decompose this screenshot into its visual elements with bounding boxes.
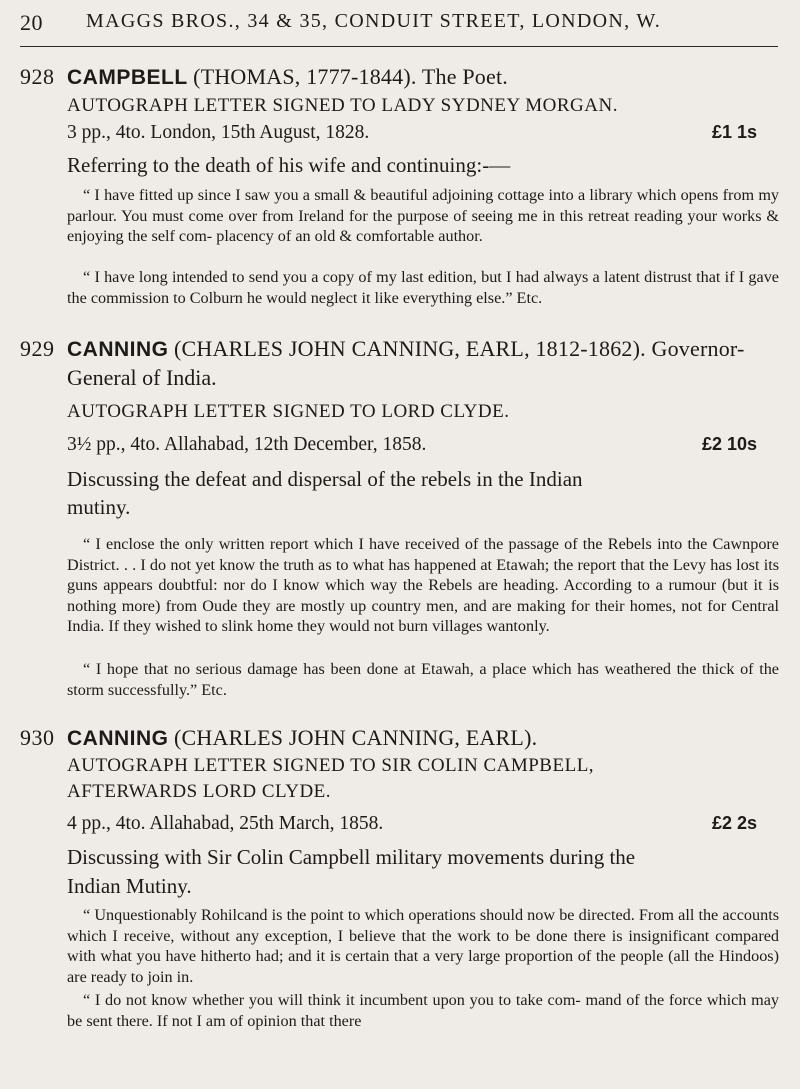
entry-quote: “ I have fitted up since I saw you a small & beautiful adjoining cottage into a library which opens from my parlour. You must come over from Ireland for the purpose of seeing me in this retreat reading your works & enjoying the self com- placency of an old & comfortable author.: [67, 186, 779, 246]
entry-description: 3½ pp., 4to. Allahabad, 12th December, 1858.: [67, 434, 427, 455]
header-rule: [20, 46, 778, 47]
entry-quote: “ Unquestionably Rohilcand is the point to which operations should now be directed. From all the accounts which I receive, without any exception, I believe that the work to be done there is insignificant compared with what you have hitherto had; and it is certain that a very large proportion of the people (all the Hindoos) are ready to join in.: [67, 906, 779, 986]
lot-number: 929: [20, 336, 55, 361]
entry-intro: Discussing the defeat and dispersal of the rebels in the Indian: [67, 467, 583, 491]
entry-heading: [67, 725, 537, 751]
entry-price: £2 10s: [701, 434, 757, 454]
entry-description: 3 pp., 4to. London, 15th August, 1828.: [67, 122, 370, 143]
lot-number: 928: [20, 64, 55, 89]
entry-name-details: (CHARLES JOHN CANNING, EARL, 1812-1862). Governor-: [174, 336, 745, 361]
entry-title: AUTOGRAPH LETTER SIGNED TO LADY SYDNEY MORGAN.: [67, 95, 618, 116]
entry-surname: CANNING: [67, 338, 169, 361]
entry-heading: [67, 64, 508, 90]
entry-price: £2 2s: [711, 813, 757, 833]
entry-title-continued: AFTERWARDS LORD CLYDE.: [67, 781, 332, 802]
entry-quote: “ I enclose the only written report which I have received of the passage of the Rebels into the Cawnpore District. . . I do not yet know the truth as to what has happened at Etawah; the report that the Levy has lost its guns appears doubtful: nor do I know which way the Rebels are heading. According to a rumour (but it is nothing more) from Oude they are mostly up country men, and are making for their homes, not for Central India. If they wished to slink home they would not burn villages wantonly.: [67, 535, 779, 636]
entry-name-details: (THOMAS, 1777-1844). The Poet.: [193, 64, 508, 89]
lot-number: 930: [20, 725, 55, 750]
entry-quote: “ I hope that no serious damage has been done at Etawah, a place which has weathered the thick of the storm successfully.” Etc.: [67, 660, 779, 699]
running-head: MAGGS BROS., 34 & 35, CONDUIT STREET, LONDON, W.: [86, 10, 662, 32]
entry-intro: Referring to the death of his wife and continuing:-—: [67, 153, 511, 177]
entry-heading: [67, 336, 745, 362]
entry-description-line: [67, 122, 779, 144]
entry-intro-continued: Indian Mutiny.: [67, 874, 192, 898]
page-number: 20: [20, 10, 43, 35]
entry-name-continued: General of India.: [67, 365, 217, 390]
entry-title: AUTOGRAPH LETTER SIGNED TO LORD CLYDE.: [67, 401, 510, 422]
entry-intro-continued: mutiny.: [67, 495, 131, 519]
entry-title: AUTOGRAPH LETTER SIGNED TO SIR COLIN CAMPBELL,: [67, 755, 595, 776]
entry-quote: “ I have long intended to send you a copy of my last edition, but I had always a latent distrust that if I gave the commission to Colburn he would neglect it like everything else.” Etc.: [67, 268, 779, 307]
entry-description-line: [67, 813, 779, 835]
entry-surname: CAMPBELL: [67, 66, 188, 89]
entry-surname: CANNING: [67, 727, 169, 750]
entry-quote: “ I do not know whether you will think it incumbent upon you to take com- mand of the force which may be sent there. If not I am of opinion that there: [67, 991, 779, 1030]
entry-price: £1 1s: [711, 122, 757, 142]
entry-name-details: (CHARLES JOHN CANNING, EARL).: [174, 725, 538, 750]
entry-intro: Discussing with Sir Colin Campbell military movements during the: [67, 845, 636, 869]
entry-description-line: [67, 434, 779, 456]
page-header: [20, 8, 780, 38]
entry-description: 4 pp., 4to. Allahabad, 25th March, 1858.: [67, 813, 384, 834]
